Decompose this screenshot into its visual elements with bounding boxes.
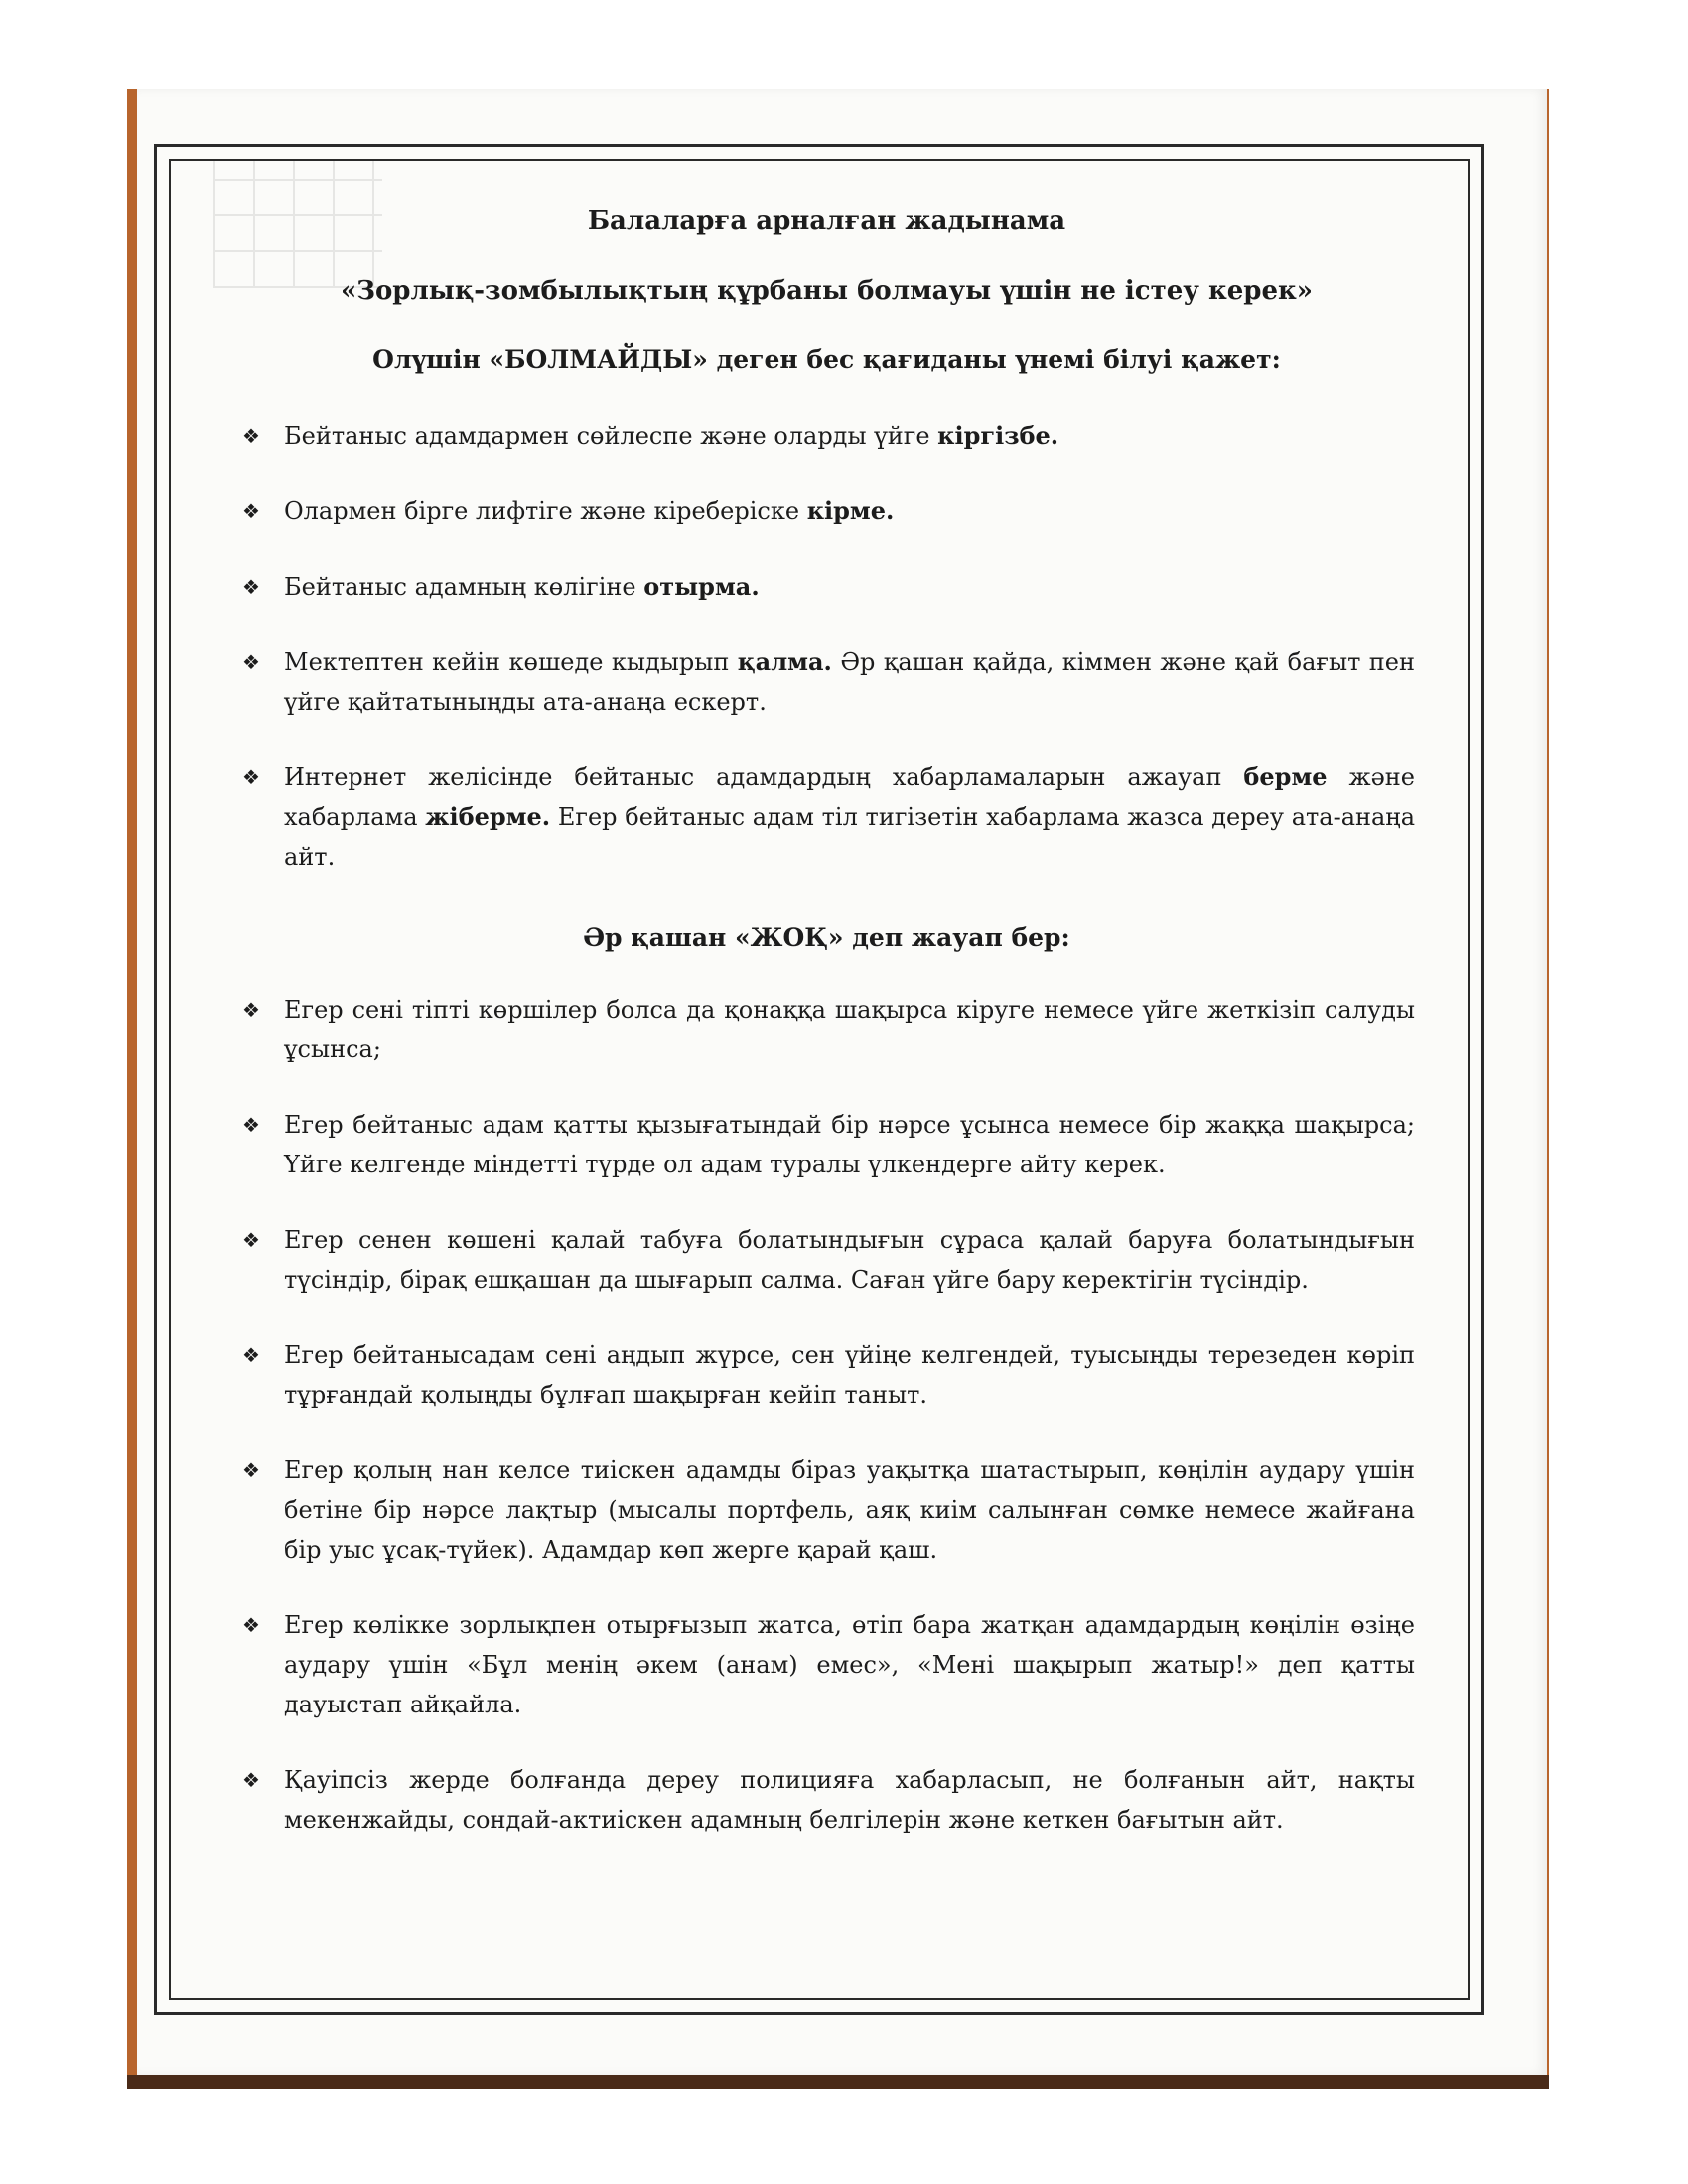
diamond-bullet-icon: ❖ bbox=[242, 998, 260, 1022]
backdrop-edge bbox=[127, 2075, 1549, 2089]
item-text: Егер көлікке зорлықпен отырғызып жатса, өтіп бара жатқан адамдардың көңілін өзіңе аудару үшін «Бұл менің әкем (анам) емес», «Мені шақырып жатыр!» деп қатты дауыстап айқайла. bbox=[284, 1611, 1415, 1718]
item-text: Олармен бірге лифтіге және кіреберіске bbox=[284, 497, 807, 525]
list-item bbox=[238, 491, 1415, 531]
memo-subtitle: «Зорлық-зомбылықтың құрбаны болмауы үшін не істеу керек» bbox=[340, 276, 1314, 306]
item-text: Мектептен кейін көшеде кыдырып bbox=[284, 648, 738, 676]
item-text: Бейтаныс адамдармен сөйлеспе және оларды үйге bbox=[284, 422, 938, 450]
list-item bbox=[238, 1450, 1415, 1570]
item-emphasis: қалма. bbox=[737, 647, 832, 676]
rules-list-say-no bbox=[238, 990, 1415, 1840]
diamond-bullet-icon: ❖ bbox=[242, 575, 260, 599]
list-item bbox=[238, 990, 1415, 1069]
item-text: Егер бейтанысадам сені аңдып жүрсе, сен үйіңе келгендей, туысыңды терезеден көріп тұрғандай қолыңды бұлғап шақырған кейіп таныт. bbox=[284, 1341, 1415, 1409]
item-text: Интернет желісінде бейтаныс адамдардың хабарламаларын ажауап bbox=[284, 763, 1244, 791]
rules-list-dont bbox=[238, 416, 1415, 877]
item-text-continued: және хабарлама bbox=[284, 763, 1416, 831]
item-emphasis: кірме. bbox=[806, 496, 895, 525]
diamond-bullet-icon: ❖ bbox=[242, 650, 260, 674]
list-item bbox=[238, 642, 1415, 722]
memo-content bbox=[238, 204, 1415, 1875]
item-emphasis: отырма. bbox=[643, 572, 760, 601]
diamond-bullet-icon: ❖ bbox=[242, 765, 260, 789]
item-text-continued: Әр қашан қайда, кіммен және қай бағыт пен үйге қайтатыныңды ата-анаңа ескерт. bbox=[284, 648, 1415, 716]
diamond-bullet-icon: ❖ bbox=[242, 1458, 260, 1482]
diamond-bullet-icon: ❖ bbox=[242, 1228, 260, 1252]
diamond-bullet-icon: ❖ bbox=[242, 1613, 260, 1637]
list-item bbox=[238, 1760, 1415, 1840]
item-text: Бейтаныс адамның көлігіне bbox=[284, 573, 644, 601]
diamond-bullet-icon: ❖ bbox=[242, 1343, 260, 1367]
list-item bbox=[238, 567, 1415, 607]
memo-title: Балаларға арналған жадынама bbox=[587, 206, 1066, 236]
item-text-end: Егер бейтаныс адам тіл тигізетін хабарлама жазса дереу ата-анаңа айт. bbox=[284, 803, 1416, 871]
diamond-bullet-icon: ❖ bbox=[242, 424, 260, 448]
section-two-heading: Әр қашан «ЖОҚ» деп жауап бер: bbox=[583, 923, 1070, 952]
diamond-bullet-icon: ❖ bbox=[242, 1113, 260, 1137]
item-text: Егер сені тіпті көршілер болса да қонаққа шақырса кіруге немесе үйге жеткізіп салуды ұсынса; bbox=[284, 996, 1415, 1063]
diamond-bullet-icon: ❖ bbox=[242, 1768, 260, 1792]
item-emphasis: кіргізбе. bbox=[937, 421, 1059, 450]
item-text: Егер бейтаныс адам қатты қызығатындай бір нәрсе ұсынса немесе бір жаққа шақырса; Үйге келгенде міндетті түрде ол адам туралы үлкендерге айту керек. bbox=[284, 1111, 1415, 1178]
item-text: Қауіпсіз жерде болғанда дереу полицияға хабарласып, не болғанын айт, нақты мекенжайды, сондай-актиіскен адамның белгілерін және кеткен бағытын айт. bbox=[284, 1766, 1415, 1834]
item-text: Егер сенен көшені қалай табуға болатындығын сұраса қалай баруға болатындығын түсіндір, бірақ ешқашан да шығарып салма. Саған үйге бару керектігін түсіндір. bbox=[284, 1226, 1415, 1294]
list-item bbox=[238, 1220, 1415, 1299]
item-emphasis: берме bbox=[1243, 762, 1328, 791]
list-item bbox=[238, 757, 1415, 877]
list-item bbox=[238, 416, 1415, 456]
item-emphasis-second: жіберме. bbox=[425, 802, 551, 831]
list-item bbox=[238, 1335, 1415, 1415]
list-item bbox=[238, 1605, 1415, 1724]
section-one-heading: Олүшін «БОЛМАЙДЫ» деген бес қағиданы үнемі білуі қажет: bbox=[372, 345, 1281, 374]
diamond-bullet-icon: ❖ bbox=[242, 499, 260, 523]
list-item bbox=[238, 1105, 1415, 1184]
item-text: Егер қолың нан келсе тиіскен адамды біраз уақытқа шатастырып, көңілін аудару үшін бетіне бір нәрсе лақтыр (мысалы портфель, аяқ киім салынған сөмке немесе жайғана бір уыс ұсақ-түйек). Адамдар көп жерге қарай қаш. bbox=[284, 1456, 1415, 1564]
